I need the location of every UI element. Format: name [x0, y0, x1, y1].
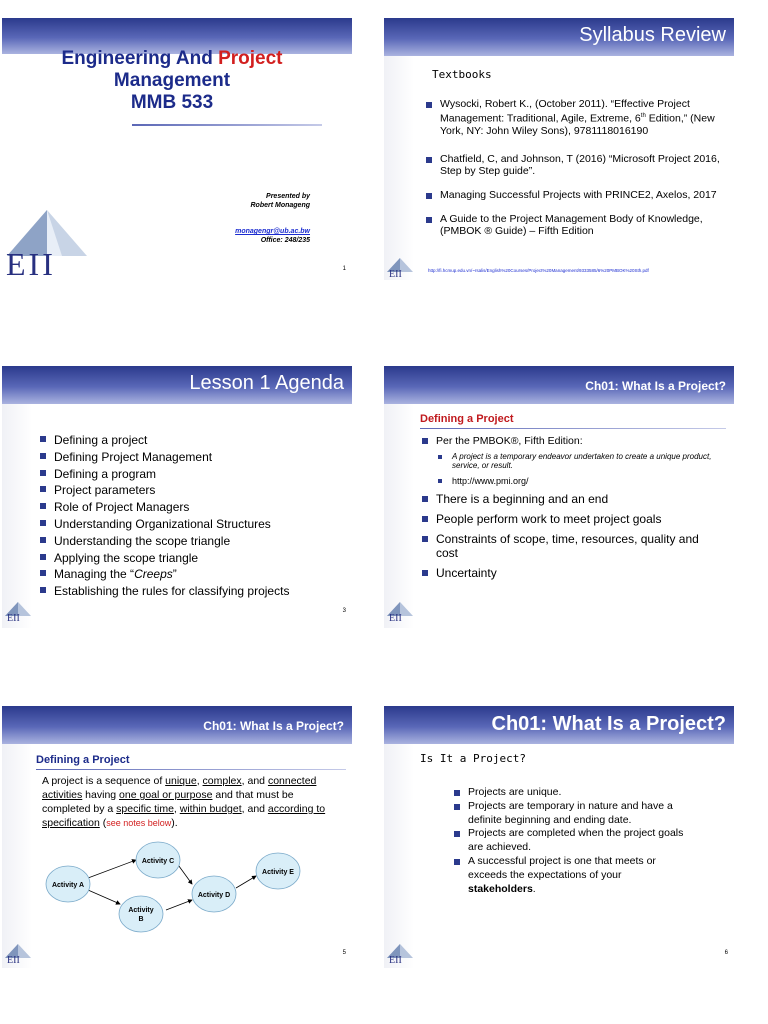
slide-4-header-bar	[384, 366, 734, 404]
slide-5-title: Ch01: What Is a Project?	[203, 719, 344, 733]
slide-2-side-band	[384, 56, 414, 280]
slide-5	[2, 706, 352, 968]
section-label: Textbooks	[432, 68, 492, 81]
list-item: Managing the “Creeps”	[40, 566, 340, 583]
list-item: A successful project is one that meets or exceeds the expectations of your stakeholders.	[454, 855, 684, 896]
agenda-list	[40, 432, 340, 600]
slide-5-side-band	[2, 744, 32, 968]
slide-5-subhead: Defining a Project	[36, 754, 130, 766]
slide-4-side-band	[384, 404, 414, 628]
list-item: Role of Project Managers	[40, 499, 340, 516]
page-number: 1	[342, 266, 346, 272]
list-item: Projects are unique.	[454, 786, 684, 800]
definition-list	[422, 434, 722, 580]
section-label: Is It a Project?	[420, 752, 526, 765]
slide-2	[384, 18, 734, 280]
pmbok-url[interactable]: http://fi.hcmup.edu.vn/~rsalis/English%20Courses/Project%20Management/9333585/6%20PMBOK%20Sth.pdf	[428, 268, 649, 273]
slide-3-header-bar	[2, 366, 352, 404]
eii-logo: EII	[386, 258, 414, 280]
list-item: http://www.pmi.org/	[438, 474, 722, 488]
slide-5-header-bar	[2, 706, 352, 744]
email-link[interactable]: monagengr@ub.ac.bw	[235, 228, 310, 235]
list-item: Constraints of scope, time, resources, quality and cost	[422, 532, 722, 560]
activity-b-node	[119, 896, 163, 932]
eii-logo: EII	[386, 944, 414, 966]
list-item: Managing Successful Projects with PRINCE2, Axelos, 2017	[426, 189, 726, 201]
list-item: A project is a temporary endeavor undertaken to create a unique product, service, or result.	[438, 452, 722, 470]
activity-d-label: Activity D	[197, 892, 231, 899]
arrow-a-b	[88, 890, 120, 904]
eii-logo: EII	[4, 944, 32, 966]
slide-6-side-band	[384, 744, 414, 968]
slide-3-side-band	[2, 404, 32, 628]
slide-3-title: Lesson 1 Agenda	[189, 372, 344, 394]
arrow-a-c	[88, 860, 136, 878]
list-item: Per the PMBOK®, Fifth Edition:	[422, 434, 722, 448]
slide-5-subhead-rule	[36, 769, 346, 770]
arrow-d-e	[236, 876, 256, 888]
slide-3	[2, 366, 352, 628]
activity-network-diagram	[42, 838, 352, 938]
arrow-b-d	[166, 900, 192, 910]
slide-6	[384, 706, 734, 968]
list-item: Project parameters	[40, 482, 340, 499]
page-number: 3	[342, 608, 346, 614]
slide-4-subhead-rule	[420, 428, 726, 429]
page-number: 5	[342, 950, 346, 956]
list-item: A Guide to the Project Management Body of Knowledge, (PMBOK ® Guide) – Fifth Edition	[426, 213, 726, 237]
activity-b-label-1: Activity	[128, 907, 154, 914]
list-item: Chatfield, C, and Johnson, T (2016) “Microsoft Project 2016, Step by Step guide”.	[426, 153, 726, 177]
list-item: Defining Project Management	[40, 449, 340, 466]
textbook-list	[426, 98, 726, 239]
list-item: People perform work to meet project goals	[422, 512, 722, 526]
slide-1	[2, 18, 352, 280]
slide-4	[384, 366, 734, 628]
list-item: Applying the scope triangle	[40, 550, 340, 567]
list-item: Uncertainty	[422, 566, 722, 580]
list-item: Projects are temporary in nature and have a definite beginning and ending date.	[454, 800, 684, 828]
list-item: Understanding the scope triangle	[40, 533, 340, 550]
activity-a-label: Activity A	[51, 882, 85, 889]
slide-6-header-bar	[384, 706, 734, 744]
list-item: There is a beginning and an end	[422, 492, 722, 506]
slide-1-title-rule	[132, 124, 322, 126]
list-item: Defining a project	[40, 432, 340, 449]
project-definition: A project is a sequence of unique, complex, and connected activities having one goal or purpose and that must be completed by a specific time, within budget, and according to specification (see notes below).	[42, 775, 326, 829]
eii-logo-large: EII	[2, 208, 92, 280]
page-number: 6	[724, 950, 728, 956]
eii-logo: EII	[4, 602, 32, 624]
slide-2-header-bar	[384, 18, 734, 56]
eii-logo: EII	[386, 602, 414, 624]
list-item: Establishing the rules for classifying projects	[40, 583, 340, 600]
list-item: Projects are completed when the project goals are achieved.	[454, 827, 684, 855]
activity-e-label: Activity E	[262, 869, 294, 876]
list-item: Understanding Organizational Structures	[40, 516, 340, 533]
activity-c-label: Activity C	[141, 858, 175, 865]
slide-2-title: Syllabus Review	[579, 24, 726, 46]
is-it-project-list	[454, 786, 684, 896]
slide-4-title: Ch01: What Is a Project?	[585, 379, 726, 393]
slide-6-title: Ch01: What Is a Project?	[491, 713, 726, 735]
list-item: Wysocki, Robert K., (October 2011). “Effective Project Management: Traditional, Agile, Extreme, 6th Edition,” (New York, NY: John Wiley Sons), 9781118016190	[426, 98, 726, 137]
slide-1-contact: monagengr@ub.ac.bw Office: 248/235	[235, 228, 310, 244]
activity-b-label-2: B	[138, 916, 144, 923]
slide-1-presenter: Presented by Robert Monageng	[250, 193, 310, 209]
slide-1-title: Engineering And Project Management MMB 533	[61, 48, 283, 113]
list-item: Defining a program	[40, 466, 340, 483]
slide-4-subhead: Defining a Project	[420, 413, 514, 425]
